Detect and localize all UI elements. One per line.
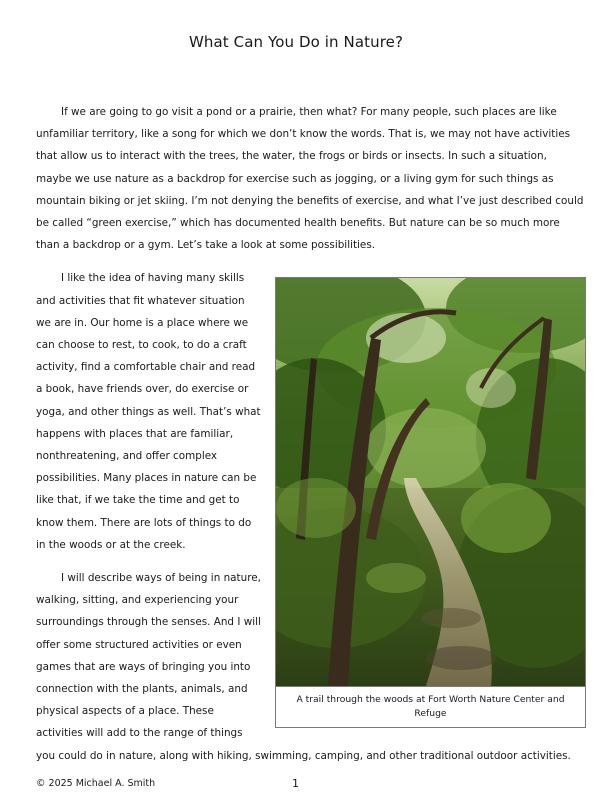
document-page [36, 0, 584, 801]
trail-figure [275, 277, 586, 728]
trail-photo [275, 277, 586, 687]
paragraph-3: I will describe ways of being in nature, walking, sitting, and experiencing your surroundings through the senses. And I will offer some structured activities or even games that are ways of bringing you into connection with the plants, animals, and physical aspects of a place. These activities will add to the range of things you could do in nature, along with hiking, swimming, camping, and other traditional outdoor activities. [36, 572, 571, 762]
copyright-text: © 2025 Michael A. Smith [36, 778, 156, 789]
page-title: What Can You Do in Nature? [188, 33, 404, 51]
photo-caption: A trail through the woods at Fort Worth Nature Center and Refuge [275, 687, 586, 728]
paragraph-2: I like the idea of having many skills and activities that fit whatever situation we are in. Our home is a place where we can choose to rest, to cook, to do a craft activity, find a comfortable chair and read a book, have friends over, do exercise or yoga, and other things as well. That’s what happens with places that are familiar, nonthreatening, and offer complex possibilities. Many places in nature can be like that, if we take the time and get to know them. There are lots of things to do in the woods or at the creek. [36, 272, 261, 551]
paragraph-1: If we are going to go visit a pond or a prairie, then what? For many people, such places are like unfamiliar territory, like a song for which we don’t know the words. That is, we may not have activities that allow us to interact with the trees, the water, the frogs or birds or insects. In such a situation, maybe we use nature as a backdrop for exercise such as jogging, or a living gym for such things as mountain biking or jet skiing. I’m not denying the benefits of exercise, and what I’ve just described could be called “green exercise,” which has documented health benefits. But nature can be so much more than a backdrop or a gym. Let’s take a look at some possibilities. [36, 106, 584, 252]
page-number: 1 [292, 777, 299, 790]
page-footer [36, 776, 584, 792]
document-body [36, 101, 584, 778]
